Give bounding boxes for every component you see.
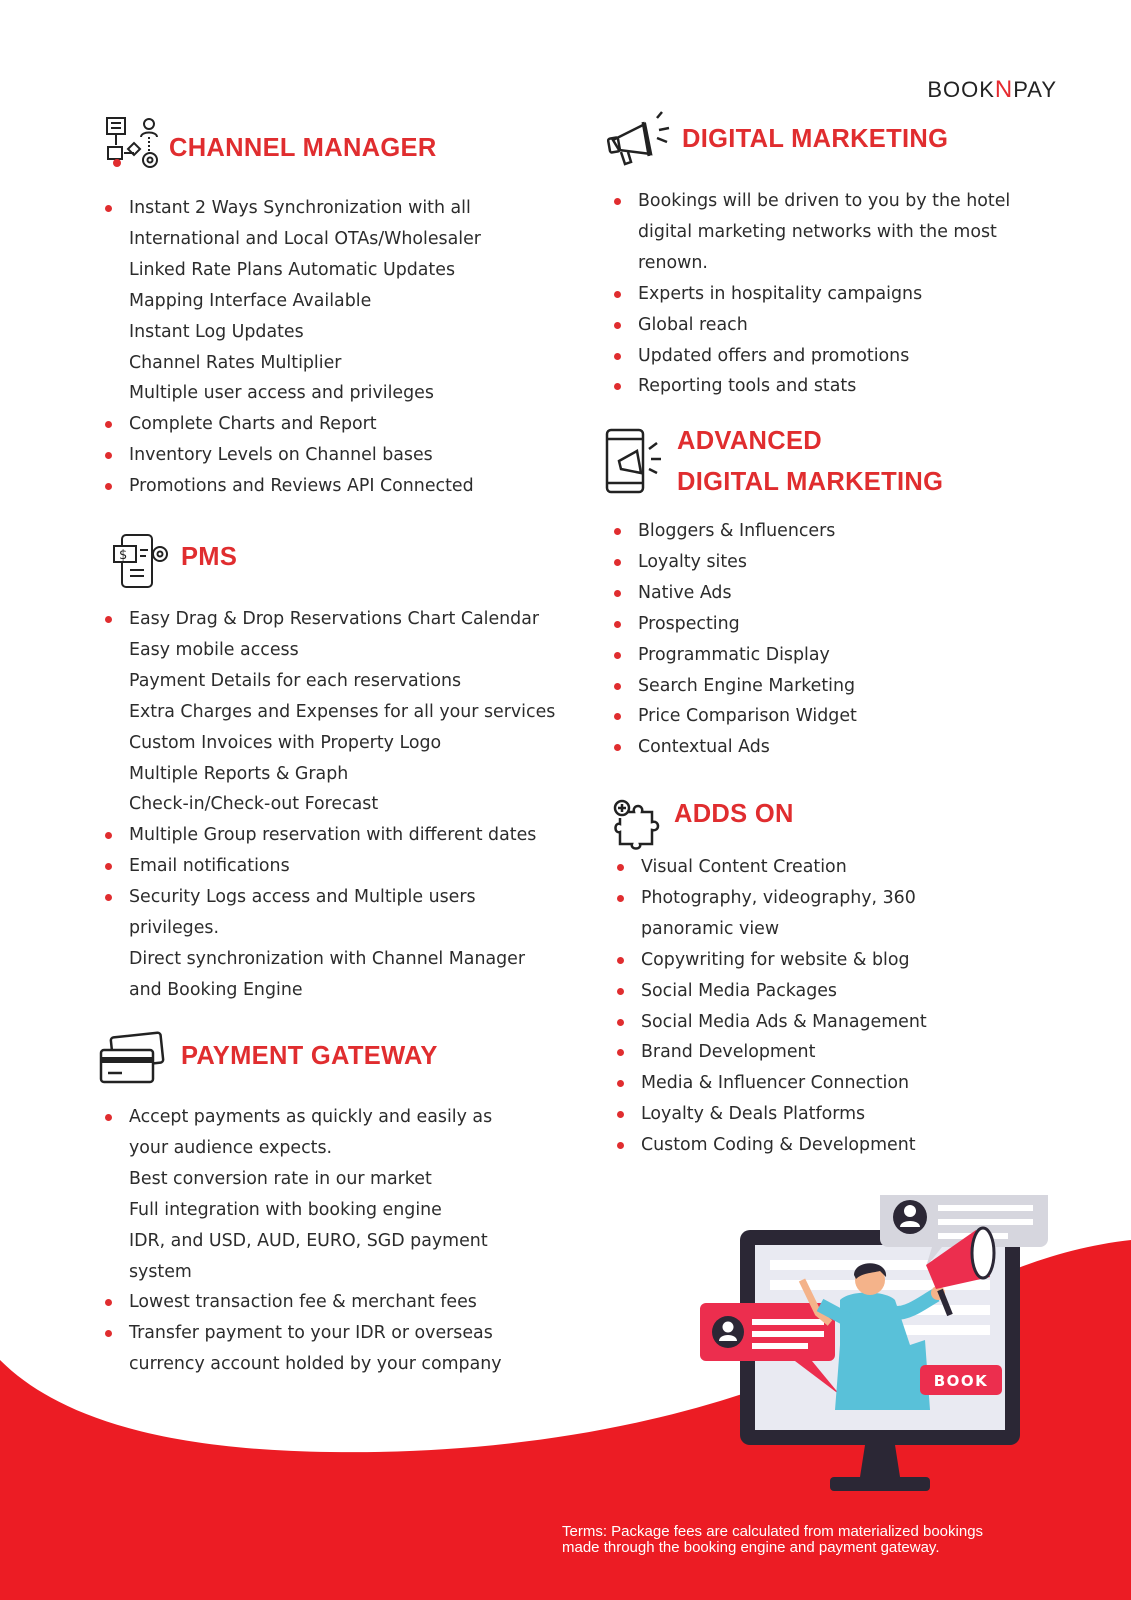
list-item: Direct synchronization with Channel Manager xyxy=(129,948,526,969)
adds-on-list xyxy=(616,852,927,1161)
payment-gateway-title: PAYMENT GATEWAY xyxy=(181,1042,438,1070)
book-button-label: BOOK xyxy=(933,1372,989,1390)
list-item: renown. xyxy=(638,252,708,273)
list-item: Email notifications xyxy=(104,851,555,882)
terms-note xyxy=(562,1524,1082,1556)
list-item: currency account holded by your company xyxy=(129,1354,502,1375)
marketing-illustration xyxy=(700,1195,1080,1505)
list-item: Easy mobile access xyxy=(129,639,299,660)
list-item: Social Media Ads & Management xyxy=(616,1007,927,1038)
list-item: Visual Content Creation xyxy=(616,852,927,883)
list-item: Extra Charges and Expenses for all your services xyxy=(129,701,556,722)
advanced-digital-marketing-title-line1: ADVANCED xyxy=(677,427,823,455)
mobile-megaphone-icon xyxy=(605,427,669,497)
list-item: Multiple user access and privileges xyxy=(129,383,434,404)
channel-network-icon xyxy=(104,115,162,173)
list-item: Reporting tools and stats xyxy=(613,371,1010,402)
book-button xyxy=(920,1365,1002,1395)
credit-cards-icon xyxy=(98,1030,166,1090)
list-item: Brand Development xyxy=(616,1037,927,1068)
list-item: Bloggers & Influencers xyxy=(613,516,857,547)
list-item: and Booking Engine xyxy=(129,979,303,1000)
list-item: Custom Coding & Development xyxy=(616,1130,927,1161)
list-item: Security Logs access and Multiple users xyxy=(104,882,555,913)
channel-manager-list xyxy=(104,193,481,502)
list-item: Check-in/Check-out Forecast xyxy=(129,794,379,815)
list-item: Promotions and Reviews API Connected xyxy=(104,471,481,502)
list-item: Multiple Group reservation with different dates xyxy=(104,820,555,851)
list-item: Loyalty sites xyxy=(613,547,857,578)
list-item: Instant 2 Ways Synchronization with all xyxy=(104,193,481,224)
list-item: Price Comparison Widget xyxy=(613,701,857,732)
advanced-digital-marketing-title-line2: DIGITAL MARKETING xyxy=(677,468,944,496)
list-item: Prospecting xyxy=(613,609,857,640)
list-item: system xyxy=(129,1261,192,1282)
list-item: Social Media Packages xyxy=(616,976,927,1007)
booknpay-logo: BOOKNPAY xyxy=(927,76,1057,103)
svg-text:$: $ xyxy=(119,548,128,563)
list-item: Multiple Reports & Graph xyxy=(129,763,349,784)
list-item: IDR, and USD, AUD, EURO, SGD payment xyxy=(129,1230,488,1251)
list-item: your audience expects. xyxy=(129,1137,333,1158)
list-item: Media & Influencer Connection xyxy=(616,1068,927,1099)
puzzle-plus-icon xyxy=(610,798,666,854)
list-item: Updated offers and promotions xyxy=(613,341,1010,372)
list-item: Loyalty & Deals Platforms xyxy=(616,1099,927,1130)
list-item: Easy Drag & Drop Reservations Chart Calendar xyxy=(104,604,555,635)
list-item: digital marketing networks with the most xyxy=(638,221,997,242)
list-item: Channel Rates Multiplier xyxy=(129,352,342,373)
list-item: Transfer payment to your IDR or overseas xyxy=(104,1318,502,1349)
terms-line-2: made through the booking engine and payment gateway. xyxy=(562,1539,940,1556)
list-item: privileges. xyxy=(129,918,220,939)
list-item: Native Ads xyxy=(613,578,857,609)
advanced-digital-marketing-list xyxy=(613,516,857,763)
list-item: Payment Details for each reservations xyxy=(129,670,462,691)
digital-marketing-list xyxy=(613,186,1010,402)
channel-manager-title: CHANNEL MANAGER xyxy=(169,134,437,162)
list-item: Linked Rate Plans Automatic Updates xyxy=(129,259,456,280)
pms-list xyxy=(104,604,555,1006)
list-item: Complete Charts and Report xyxy=(104,409,481,440)
list-item: Full integration with booking engine xyxy=(129,1199,442,1220)
list-item: Search Engine Marketing xyxy=(613,671,857,702)
terms-line-1: Terms: Package fees are calculated from materialized bookings xyxy=(562,1523,984,1540)
list-item: Accept payments as quickly and easily as xyxy=(104,1102,502,1133)
payment-gateway-list xyxy=(104,1102,502,1380)
list-item: Global reach xyxy=(613,310,1010,341)
digital-marketing-title: DIGITAL MARKETING xyxy=(682,125,949,153)
list-item: Copywriting for website & blog xyxy=(616,945,927,976)
pms-title: PMS xyxy=(181,543,238,571)
list-item: Custom Invoices with Property Logo xyxy=(129,732,442,753)
list-item: Lowest transaction fee & merchant fees xyxy=(104,1287,502,1318)
list-item: Experts in hospitality campaigns xyxy=(613,279,1010,310)
list-item: International and Local OTAs/Wholesaler xyxy=(129,228,481,249)
list-item: panoramic view xyxy=(641,918,780,939)
list-item: Bookings will be driven to you by the hotel xyxy=(613,186,1010,217)
adds-on-title: ADDS ON xyxy=(674,800,794,828)
megaphone-icon xyxy=(607,110,675,170)
list-item: Best conversion rate in our market xyxy=(129,1168,432,1189)
list-item: Mapping Interface Available xyxy=(129,290,372,311)
list-item: Photography, videography, 360 xyxy=(616,883,927,914)
list-item: Instant Log Updates xyxy=(129,321,304,342)
list-item: Inventory Levels on Channel bases xyxy=(104,440,481,471)
list-item: Contextual Ads xyxy=(613,732,857,763)
list-item: Programmatic Display xyxy=(613,640,857,671)
pms-phone-icon xyxy=(112,532,172,592)
